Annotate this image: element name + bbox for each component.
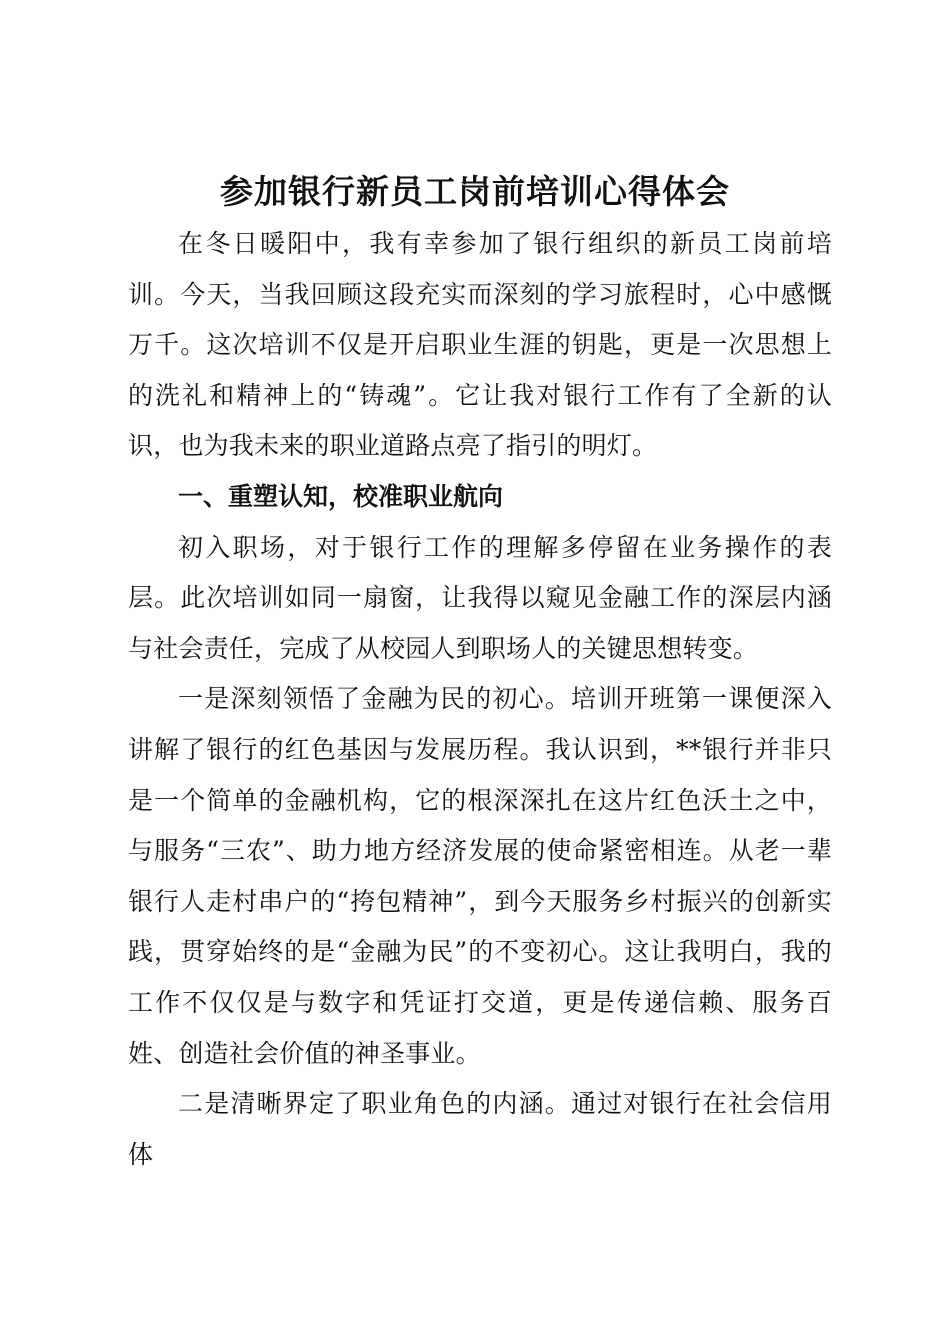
point-two-paragraph: 二是清晰界定了职业角色的内涵。通过对银行在社会信用体: [128, 1089, 832, 1169]
document-body: [128, 219, 832, 1180]
document-title: 参加银行新员工岗前培训心得体会: [220, 172, 730, 211]
intro-paragraph: 在冬日暖阳中，我有幸参加了银行组织的新员工岗前培训。今天，当我回顾这段充实而深刻的学习旅程时，心中感慨万千。这次培训不仅是开启职业生涯的钥匙，更是一次思想上的洗礼和精神上的“铸魂”。它让我对银行工作有了全新的认识，也为我未来的职业道路点亮了指引的明灯。: [128, 229, 832, 461]
point-one-paragraph: 一是深刻领悟了金融为民的初心。培训开班第一课便深入讲解了银行的红色基因与发展历程。我认识到，**银行并非只是一个简单的金融机构，它的根深深扎在这片红色沃土之中，与服务“三农”、助力地方经济发展的使命紧密相连。从老一辈银行人走村串户的“挎包精神”，到今天服务乡村振兴的创新实践，贯穿始终的是“金融为民”的不变初心。这让我明白，我的工作不仅仅是与数字和凭证打交道，更是传递信赖、服务百姓、创造社会价值的神圣事业。: [128, 684, 832, 1068]
section-heading: 一、重塑认知，校准职业航向: [178, 481, 504, 511]
section-intro-paragraph: 初入职场，对于银行工作的理解多停留在业务操作的表层。此次培训如同一扇窗，让我得以窥见金融工作的深层内涵与社会责任，完成了从校园人到职场人的关键思想转变。: [128, 532, 832, 663]
